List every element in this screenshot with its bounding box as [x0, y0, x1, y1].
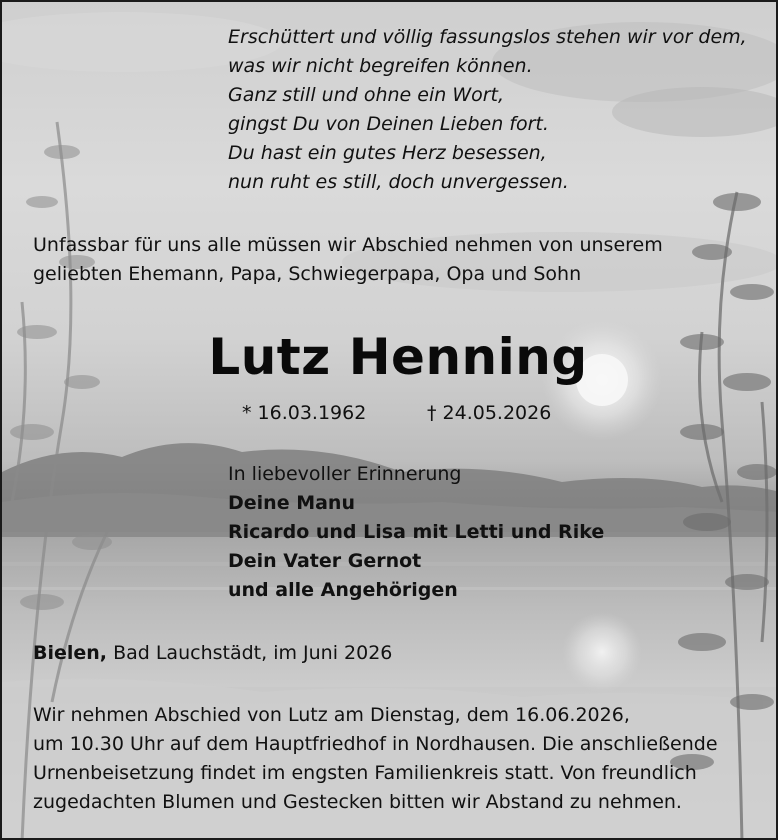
mourner-name: Deine Manu — [228, 492, 355, 514]
birth-date: * 16.03.1962 — [242, 402, 367, 424]
poem-line: Ganz still und ohne ein Wort, — [228, 84, 505, 106]
place-rest: Bad Lauchstädt, im Juni 2026 — [107, 642, 393, 664]
place-town: Bielen, — [33, 642, 108, 664]
mourner-name: Dein Vater Gernot — [228, 550, 422, 572]
service-line: um 10.30 Uhr auf dem Hauptfriedhof in Nordhausen. Die anschließende — [33, 733, 718, 755]
service-line: Urnenbeisetzung findet im engsten Familienkreis statt. Von freundlich — [33, 762, 697, 784]
service-line: zugedachten Blumen und Gestecken bitten wir Abstand zu nehmen. — [33, 791, 682, 813]
poem-line: gingst Du von Deinen Lieben fort. — [228, 113, 549, 135]
intro-line: Unfassbar für uns alle müssen wir Abschied nehmen von unserem — [33, 234, 663, 256]
service-line: Wir nehmen Abschied von Lutz am Dienstag, dem 16.06.2026, — [33, 704, 630, 726]
poem-line: Du hast ein gutes Herz besessen, — [228, 142, 547, 164]
mourners-block — [228, 460, 604, 605]
poem-line: was wir nicht begreifen können. — [228, 55, 533, 77]
intro-text — [33, 231, 663, 289]
mourner-name: und alle Angehörigen — [228, 579, 458, 601]
intro-line: geliebten Ehemann, Papa, Schwiegerpapa, Opa und Sohn — [33, 263, 582, 285]
deceased-name: Lutz Henning — [208, 328, 588, 386]
mourner-name: Ricardo und Lisa mit Letti und Rike — [228, 521, 605, 543]
poem-line: Erschüttert und völlig fassungslos stehen wir vor dem, — [228, 26, 747, 48]
death-date: † 24.05.2026 — [427, 402, 552, 424]
place-date-line — [33, 639, 392, 668]
service-info — [33, 701, 718, 817]
mourners-heading: In liebevoller Erinnerung — [228, 463, 462, 485]
poem-line: nun ruht es still, doch unvergessen. — [228, 171, 569, 193]
poem — [228, 23, 747, 197]
